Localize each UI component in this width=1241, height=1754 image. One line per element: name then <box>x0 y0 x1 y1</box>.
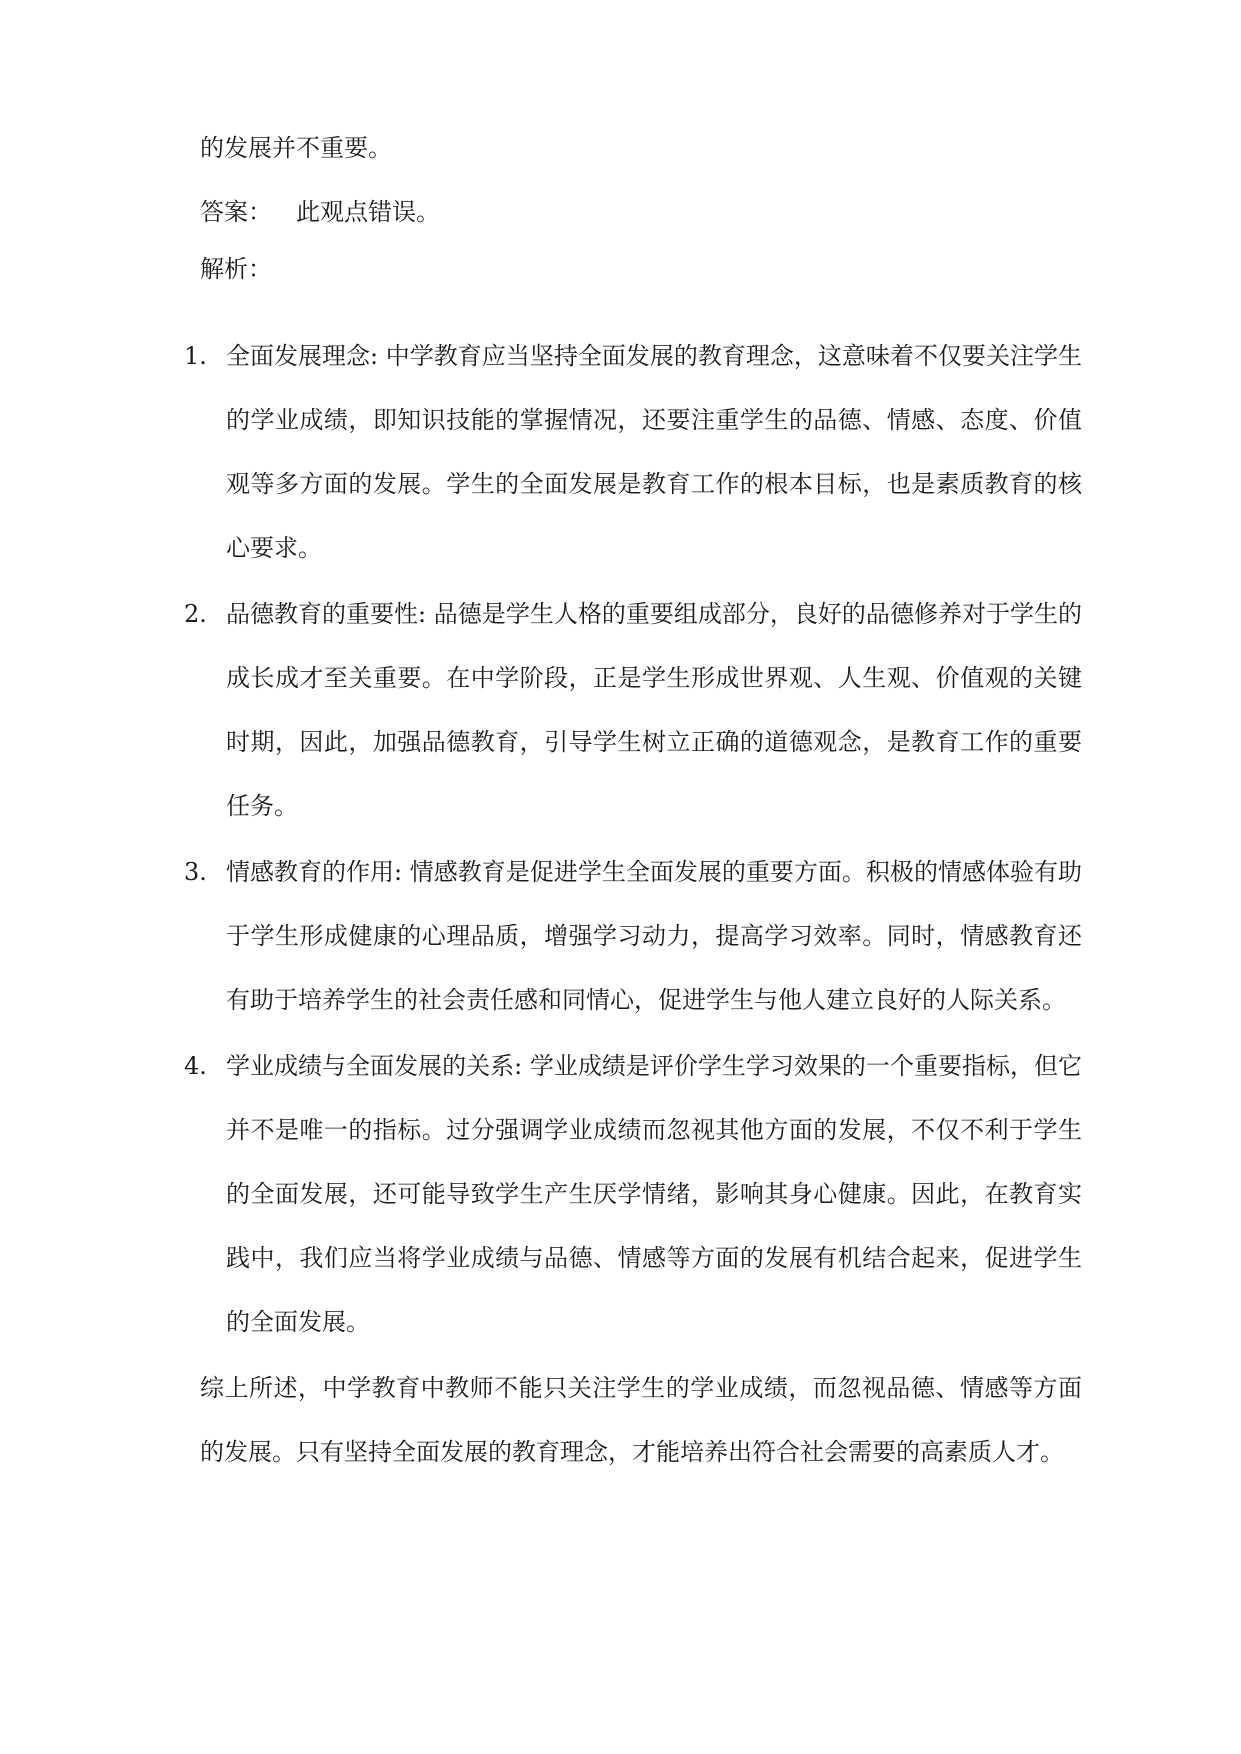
list-item <box>226 1034 1082 1354</box>
list-item-body: 中学教育应当坚持全面发展的教育理念，这意味着不仅要关注学生的学业成绩，即知识技能的掌握情况，还要注重学生的品德、情感、态度、价值观等多方面的发展。学生的全面发展是教育工作的根本目标，也是素质教育的核心要求。 <box>226 342 1082 562</box>
answer-label: 答案： <box>200 198 272 226</box>
list-item <box>226 582 1082 838</box>
list-item-title: 情感教育的作用: <box>226 858 403 886</box>
list-item-body: 品德是学生人格的重要组成部分，良好的品德修养对于学生的成长成才至关重要。在中学阶段，正是学生形成世界观、人生观、价值观的关键时期，因此，加强品德教育，引导学生树立正确的道德观念，是教育工作的重要任务。 <box>226 600 1082 820</box>
list-item <box>226 840 1082 1032</box>
list-item-title: 学业成绩与全面发展的关系: <box>226 1052 523 1080</box>
list-item-body: 学业成绩是评价学生学习效果的一个重要指标，但它并不是唯一的指标。过分强调学业成绩而忽视其他方面的发展，不仅不利于学生的全面发展，还可能导致学生产生厌学情绪，影响其身心健康。因此，在教育实践中，我们应当将学业成绩与品德、情感等方面的发展有机结合起来，促进学生的全面发展。 <box>226 1052 1082 1336</box>
list-item <box>226 324 1082 580</box>
list-item-number: 2. <box>184 600 207 628</box>
intro-tail-text: 的发展并不重要。 <box>200 134 392 162</box>
answer-line <box>200 196 440 228</box>
conclusion-paragraph: 综上所述，中学教育中教师不能只关注学生的学业成绩，而忽视品德、情感等方面的发展。只有坚持全面发展的教育理念，才能培养出符合社会需要的高素质人才。 <box>200 1374 1082 1466</box>
list-item-number: 3. <box>184 858 207 886</box>
list-item-body: 情感教育是促进学生全面发展的重要方面。积极的情感体验有助于学生形成健康的心理品质，增强学习动力，提高学习效率。同时，情感教育还有助于培养学生的社会责任感和同情心，促进学生与他人建立良好的人际关系。 <box>226 858 1082 1014</box>
answer-value: 此观点错误。 <box>296 198 440 226</box>
analysis-label: 解析： <box>200 255 272 283</box>
list-item-title: 品德教育的重要性: <box>226 600 427 628</box>
list-item-title: 全面发展理念: <box>226 342 379 370</box>
list-item-number: 4. <box>184 1052 207 1080</box>
list-item-number: 1. <box>184 342 207 370</box>
